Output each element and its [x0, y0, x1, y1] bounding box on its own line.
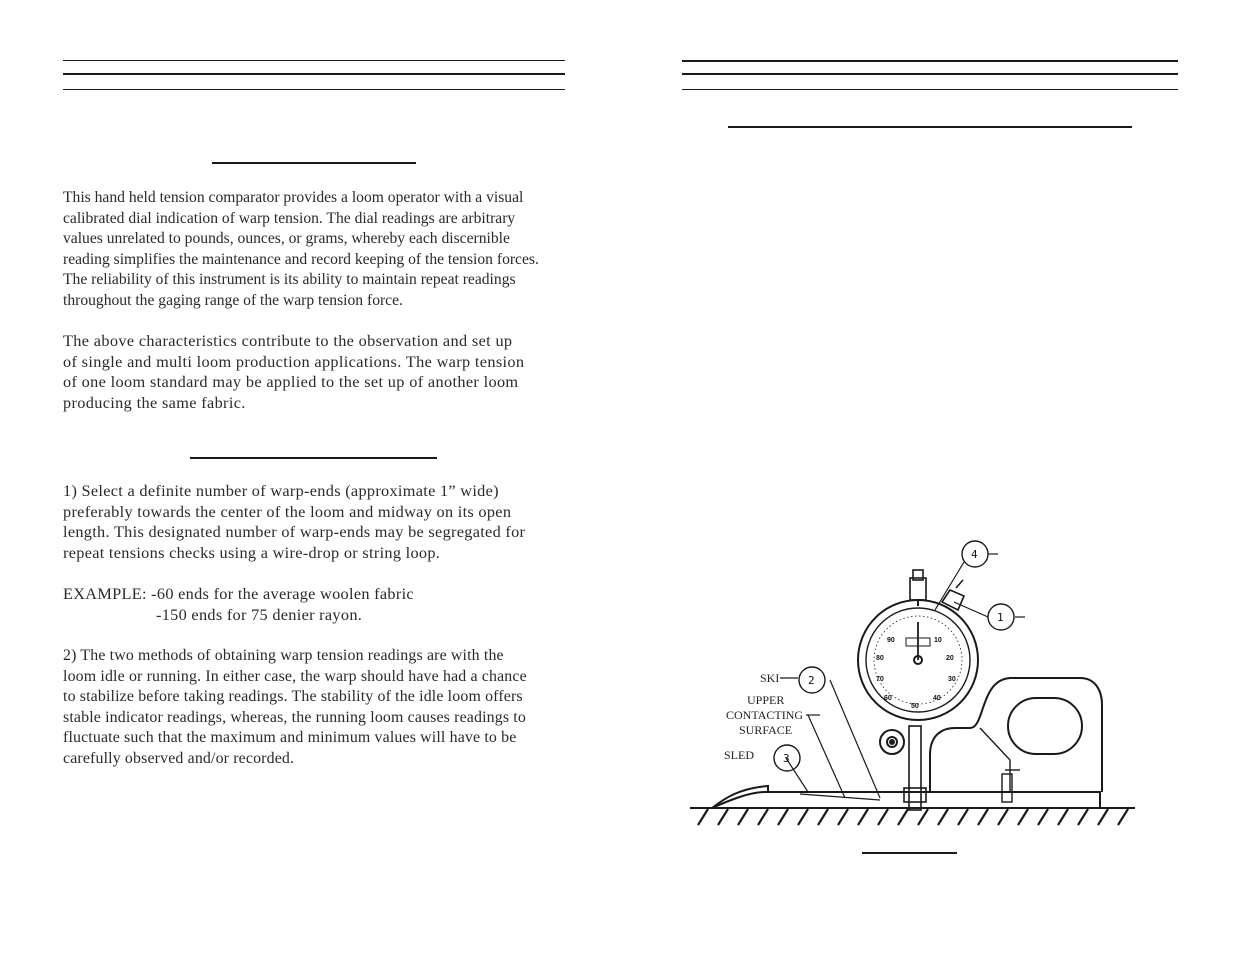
callout-number-2: 2 [808, 674, 815, 687]
ground-hatching [698, 809, 1128, 825]
dial-tick-30: 30 [948, 676, 956, 683]
right-header-rule-top [682, 60, 1178, 62]
right-header-rule-bottom [682, 89, 1178, 90]
callout-number-4: 4 [971, 548, 978, 561]
intro-paragraph-2: The above characteristics contribute to the observation and set up of single and multi loom production applications. The warp tension of one loom standard may be applied to the set up of another loom producing the same fabric. [63, 331, 525, 412]
dial-tick-50: 50 [911, 703, 919, 710]
dial-top-plunger [910, 578, 926, 600]
tension-comparator-diagram [680, 530, 1150, 840]
right-heading-underline [728, 126, 1132, 128]
frame-slot [1008, 698, 1082, 754]
label-sled: SLED [724, 748, 754, 762]
gauge-stem [909, 726, 921, 810]
dial-tick-60: 60 [884, 695, 892, 702]
label-upper-contacting-surface-line-3: SURFACE [739, 723, 793, 737]
left-header-rule-top [63, 60, 565, 61]
sled-base [712, 792, 1100, 808]
callout-number-3: 3 [783, 752, 790, 765]
left-header-rule-bottom [63, 89, 565, 90]
example-line-1: EXAMPLE: -60 ends for the average woolen fabric [63, 584, 414, 603]
dial-tick-70: 70 [876, 676, 884, 683]
dial-tick-80: 80 [876, 655, 884, 662]
dial-tick-40: 40 [933, 695, 941, 702]
dial-tick-10: 10 [934, 637, 942, 644]
label-ski: SKI [760, 671, 780, 685]
procedure-step-1: 1) Select a definite number of warp-ends (approximate 1” wide) preferably towards the center of the loom and midway on its open length. This designated number of warp-ends may be segregated for repeat tensions checks using a wire-drop or string loop. [63, 481, 526, 562]
callout-number-1: 1 [997, 611, 1004, 624]
figure-caption-underline [862, 852, 957, 854]
section-heading-underline-1 [212, 162, 416, 164]
dial-tick-20: 20 [946, 655, 954, 662]
intro-paragraph-1: This hand held tension comparator provides a loom operator with a visual calibrated dial indication of warp tension. The dial readings are arbitrary values unrelated to pounds, ounces, or grams, whereby each discernible reading simplifies the maintenance and record keeping of the tension forces. The reliability of this instrument is its ability to maintain repeat readings throughout the gaging range of the warp tension force. [63, 189, 539, 309]
label-upper-contacting-surface-line-2: CONTACTING [726, 708, 804, 722]
right-header-rule-middle [682, 73, 1178, 75]
left-header-rule-middle [63, 73, 565, 75]
dial-tick-90: 90 [887, 637, 895, 644]
label-upper-contacting-surface-line-1: UPPER [747, 693, 785, 707]
procedure-step-2: 2) The two methods of obtaining warp tension readings are with the loom idle or running. In either case, the warp should have had a chance to stabilize before taking readings. The stability of the idle loom offers stable indicator readings, whereas, the running loom causes readings to fluctuate such that the maximum and minimum values will have to be carefully observed and/or recorded. [63, 647, 527, 767]
section-heading-underline-2 [190, 457, 437, 459]
example-line-2: -150 ends for 75 denier rayon. [156, 605, 363, 624]
